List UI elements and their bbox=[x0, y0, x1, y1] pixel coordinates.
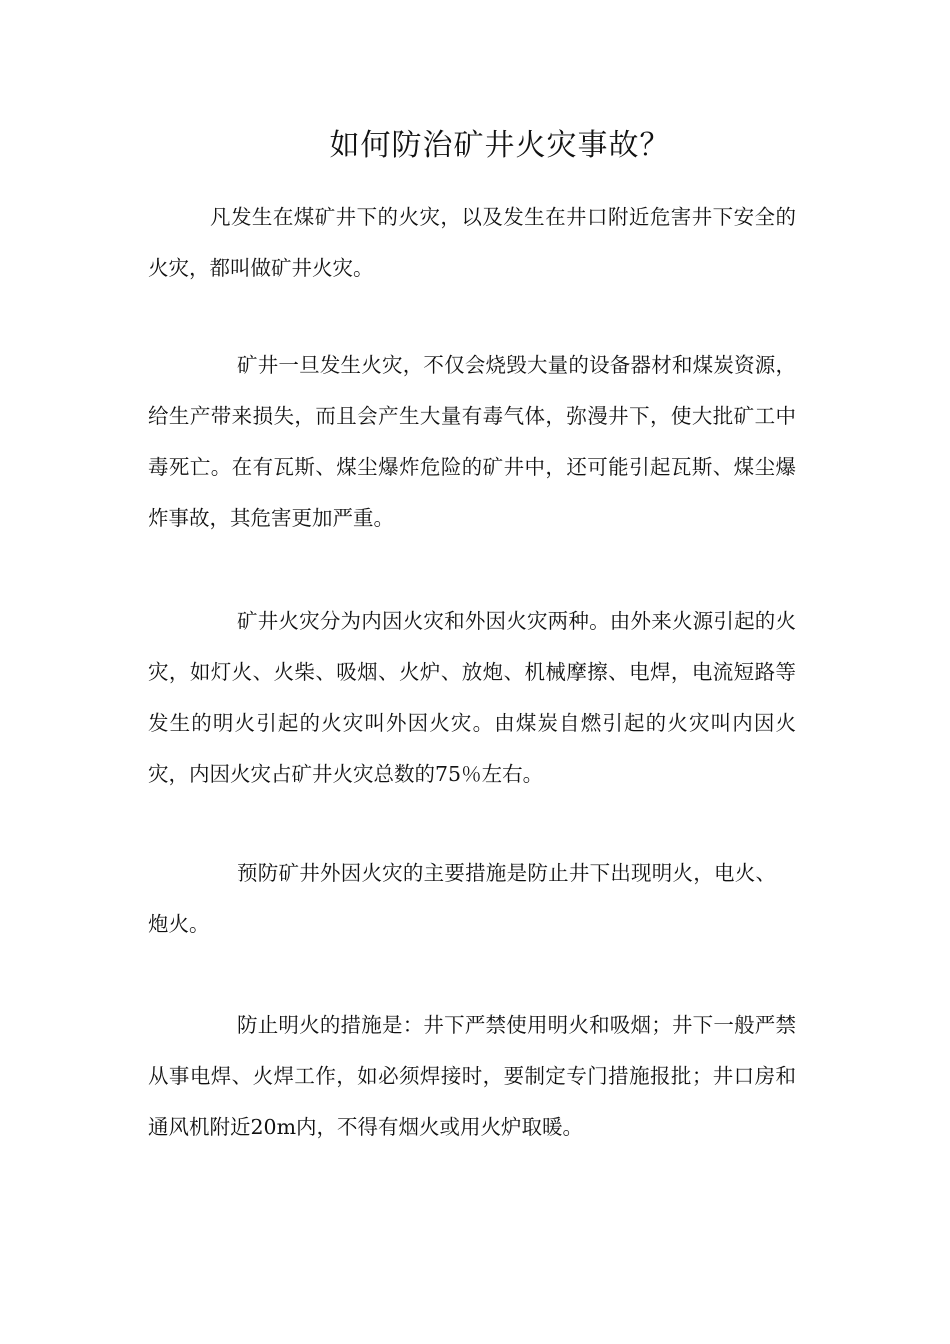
document-title: 如何防治矿井火灾事故？ bbox=[329, 128, 671, 163]
paragraph-prevention: 预防矿井外因火灾的主要措施是防止井下出现明火，电火、炮火。 bbox=[148, 861, 776, 936]
paragraph-fire-types: 矿井火灾分为内因火灾和外因火灾两种。由外来火源引起的火灾，如灯火、火柴、吸烟、火炉、放炮、机械摩擦、电焊，电流短路等发生的明火引起的火灾叫外因火灾。由煤炭自燃引起的火灾叫内因火灾，内因火灾占矿井火灾总数的75％左右。 bbox=[148, 609, 796, 786]
paragraph-hazards: 矿井一旦发生火灾，不仅会烧毁大量的设备器材和煤炭资源，给生产带来损失，而且会产生大量有毒气体，弥漫井下，使大批矿工中毒死亡。在有瓦斯、煤尘爆炸危险的矿井中，还可能引起瓦斯、煤尘爆炸事故，其危害更加严重。 bbox=[148, 353, 796, 530]
paragraph-definition: 凡发生在煤矿井下的火灾，以及发生在井口附近危害井下安全的火灾，都叫做矿井火灾。 bbox=[148, 205, 796, 280]
paragraph-open-fire-measures: 防止明火的措施是：井下严禁使用明火和吸烟；井下一般严禁从事电焊、火焊工作，如必须焊接时，要制定专门措施报批；井口房和通风机附近20m内，不得有烟火或用火炉取暖。 bbox=[148, 1013, 796, 1139]
